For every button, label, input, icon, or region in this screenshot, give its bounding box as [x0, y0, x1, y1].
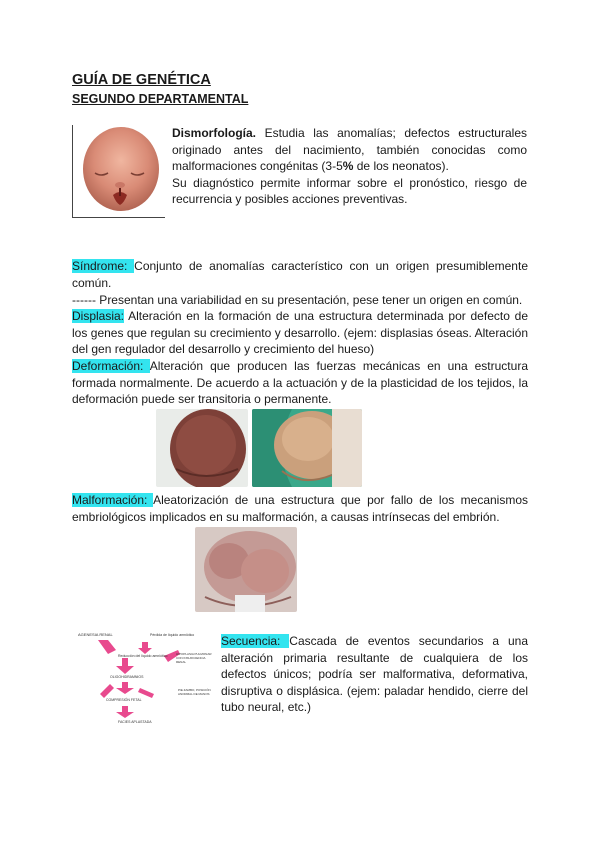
diagram-label-hipoplasia: HIPOPLASIA PULMONAR CON INSUFICIENCIA RENAL	[176, 652, 212, 664]
deformacion-paragraph	[72, 358, 528, 408]
diagram-label-compresion: COMPRESIÓN FETAL	[106, 698, 142, 702]
dismorfologia-diagnosis: Su diagnóstico permite informar sobre el pronóstico, riesgo de recurrencia y posibles acciones preventivas.	[172, 175, 527, 206]
page-subtitle: SEGUNDO DEPARTAMENTAL	[72, 92, 249, 106]
secuencia-paragraph	[221, 633, 528, 716]
secuencia-term: Secuencia:	[221, 634, 290, 648]
sindrome-note: ------ Presentan una variabilidad en su presentación, pese tener un origen en común.	[72, 293, 523, 307]
page-title: GUÍA DE GENÉTICA	[72, 72, 211, 88]
dismorfologia-text-end: de los neonatos).	[353, 159, 449, 173]
dismorfologia-text: Estudia las anomalías; defectos estructurales originado antes del nacimiento, también conocidas como malformaciones congénitas (3-5	[172, 126, 527, 173]
displasia-text: Alteración en la formación de una estructura determinada por defecto de los genes que regulan su crecimiento y desarrollo. (ejem: displasias óseas. Alteración del gen regulador del desarrollo y crecimiento del hueso)	[72, 309, 528, 356]
sindrome-paragraph	[72, 258, 528, 291]
dismorfologia-paragraph	[172, 125, 527, 208]
diagram-label-pie-zambo: PIE ZAMBO, POSICIÓN ANORMAL DE MANOS	[178, 688, 211, 696]
displasia-term: Displasia:	[72, 309, 125, 323]
baby-face-image	[72, 125, 165, 218]
malformation-photo	[195, 527, 297, 612]
diagram-label-reduccion: Reducción del líquido amniótico	[118, 654, 168, 658]
dismorfologia-term: Dismorfología.	[172, 126, 257, 140]
deformation-photo-left	[156, 409, 248, 487]
malformacion-text: Aleatorización de una estructura que por fallo de los mecanismos embriológicos implicados en su malformación, a causas intrínsecas del embrión.	[72, 493, 528, 524]
sindrome-term: Síndrome:	[72, 259, 135, 273]
secuencia-text: Cascada de eventos secundarios a una alteración primaria resultante de cualquiera de los defectos únicos; podría ser malformativa, deformativa, disruptiva o displásica. (ejem: paladar hendido, cierre del tubo neural, etc.)	[221, 634, 528, 714]
diagram-label-facies: FACIES APLASTADA	[118, 720, 152, 724]
deformacion-term: Deformación:	[72, 359, 150, 373]
deformacion-text: Alteración que producen las fuerzas mecánicas en una estructura formada normalmente. De acuerdo a la actuación y de la plasticidad de los tejidos, la deformación puede ser transitoria o permanente.	[72, 359, 528, 406]
dismorfologia-percent: %	[342, 159, 354, 173]
diagram-label-oligohidramnios: OLIGOHIDRAMNIOS	[110, 675, 144, 679]
sindrome-text: Conjunto de anomalías característico con un origen presumiblemente común.	[72, 259, 528, 290]
diagram-label-agenesia: AGENESIA RENAL	[78, 632, 113, 637]
sequence-diagram	[78, 632, 212, 726]
diagram-label-perdida: Pérdida de líquido amniótico	[150, 633, 195, 637]
displasia-paragraph	[72, 308, 528, 358]
deformation-photo-right	[252, 409, 362, 487]
malformacion-term: Malformación:	[72, 493, 154, 507]
malformacion-paragraph	[72, 492, 528, 525]
